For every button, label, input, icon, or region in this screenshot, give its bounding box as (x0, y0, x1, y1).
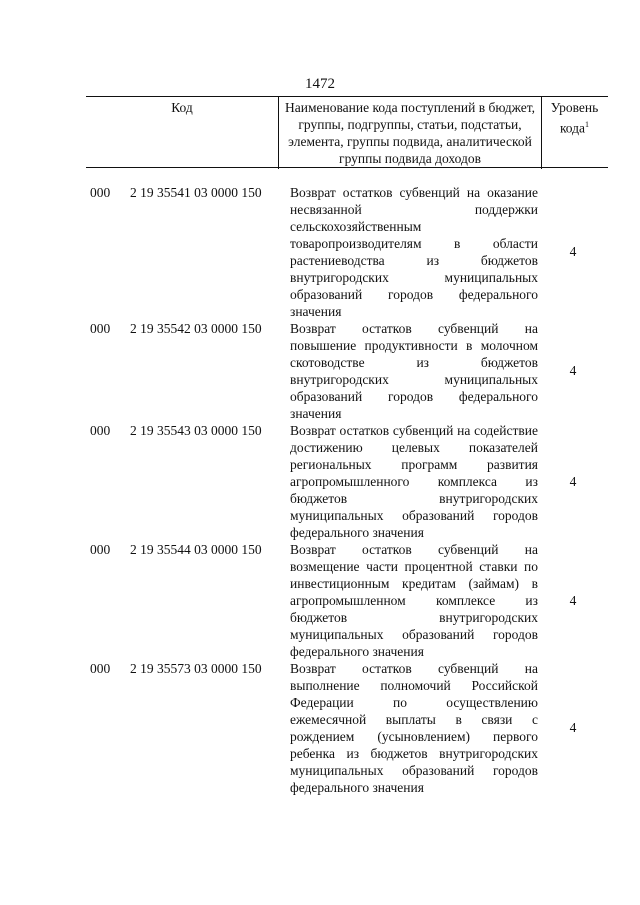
row-name: Возврат остатков субвенций на возмещение части процентной ставки по инвестиционным кредитам (займам) в агропромышленном комплексе из бюджетов внутригородских муниципальных образований городов федерального значения (290, 542, 538, 659)
header-code: Код (171, 100, 193, 115)
table-header (86, 96, 608, 168)
table-row (86, 422, 608, 541)
row-admin-code: 000 (90, 185, 111, 200)
page-number: 1472 (305, 76, 335, 92)
row-revenue-code: 2 19 35544 03 0000 150 (130, 542, 262, 557)
header-level-footnote: 1 (585, 120, 590, 129)
row-revenue-code: 2 19 35542 03 0000 150 (130, 321, 262, 336)
row-revenue-code: 2 19 35573 03 0000 150 (130, 661, 262, 676)
row-level: 4 (569, 592, 577, 608)
header-level (541, 97, 608, 169)
row-admin-code: 000 (90, 321, 111, 336)
row-revenue-code: 2 19 35543 03 0000 150 (130, 423, 262, 438)
row-level: 4 (569, 473, 577, 489)
row-name: Возврат остатков субвенций на повышение продуктивности в молочном скотоводстве из бюджетов внутригородских муниципальных образований городов федерального значения (290, 321, 538, 421)
header-name: Наименование кода поступлений в бюджет, группы, подгруппы, статьи, подстатьи, элемента, группы подвида, аналитической группы подвида доходов (278, 97, 542, 169)
table-row (86, 320, 608, 422)
table-row (86, 660, 608, 796)
row-level: 4 (569, 720, 577, 735)
row-name: Возврат остатков субвенций на содействие достижению целевых показателей региональных программ развития агропромышленного комплекса из бюджетов внутригородских муниципальных образований городов федерального значения (290, 423, 538, 540)
header-level-label: Уровень кода (550, 100, 599, 136)
row-name: Возврат остатков субвенций на выполнение полномочий Российской Федерации по осуществлению ежемесячной выплаты в связи с рождением (усыновлением) первого ребенка из бюджетов внутригородских муниципальных образований городов федерального значения (290, 661, 538, 795)
table-row (86, 184, 608, 320)
row-admin-code: 000 (90, 542, 111, 557)
row-admin-code: 000 (90, 661, 111, 676)
table-row (86, 541, 608, 660)
table-body (86, 184, 608, 796)
row-admin-code: 000 (90, 423, 111, 438)
row-level: 4 (569, 244, 577, 259)
row-level: 4 (569, 363, 577, 378)
row-name: Возврат остатков субвенций на оказание несвязанной поддержки сельскохозяйственным товаропроизводителям в области растениеводства из бюджетов внутригородских муниципальных образований городов федерального значения (290, 185, 538, 319)
row-revenue-code: 2 19 35541 03 0000 150 (130, 185, 262, 200)
